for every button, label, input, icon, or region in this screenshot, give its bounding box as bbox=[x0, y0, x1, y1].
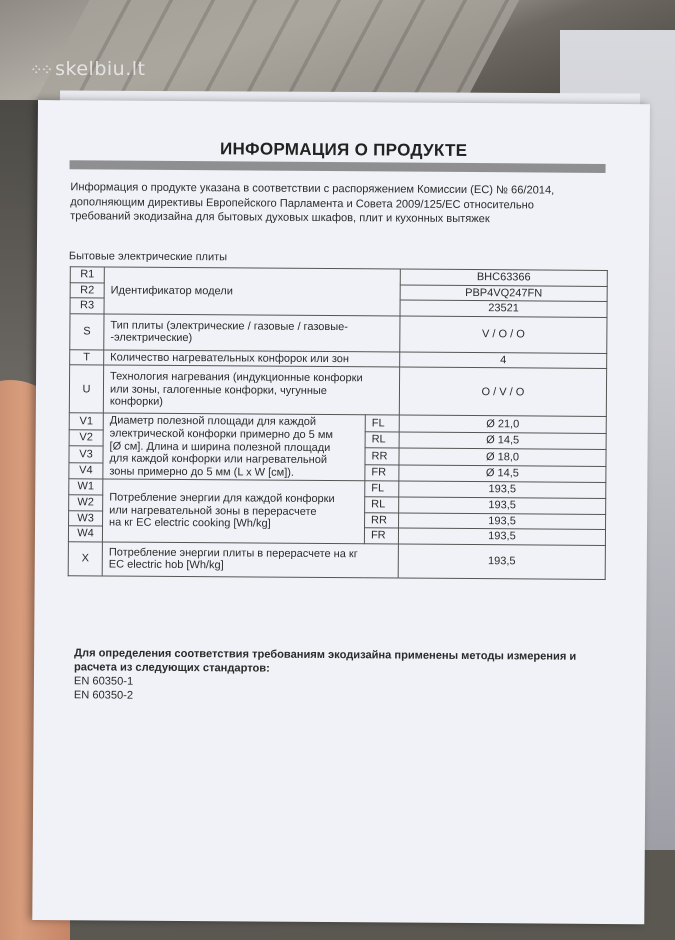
row-code: V1 bbox=[69, 413, 103, 430]
zone-position: RR bbox=[365, 512, 399, 528]
row-code: V4 bbox=[69, 463, 103, 480]
zone-position: FL bbox=[365, 481, 399, 497]
watermark-text: skelbiu.lt bbox=[55, 58, 146, 80]
row-value: Ø 14,5 bbox=[399, 465, 606, 483]
row-value: 193,5 bbox=[399, 513, 606, 530]
zone-position: RR bbox=[365, 448, 399, 465]
spec-table bbox=[68, 266, 608, 579]
standards-section bbox=[74, 646, 614, 706]
row-code: X bbox=[68, 541, 102, 575]
table-row bbox=[69, 479, 606, 498]
row-label: Технология нагревания (индукционные конфорки или зоны, галогенные конфорки, чугунные конфорки) bbox=[103, 365, 399, 415]
intro-line: Информация о продукте указана в соответствии с распоряжением Комиссии (ЕС) № 66/2014, bbox=[70, 181, 555, 197]
watermark-dots-icon: ⁘⁘ bbox=[30, 61, 52, 79]
table-row bbox=[68, 541, 605, 579]
table-row bbox=[69, 365, 606, 417]
standard-item: EN 60350-1 bbox=[73, 675, 134, 688]
row-code: T bbox=[70, 350, 104, 366]
zone-position: RL bbox=[365, 497, 399, 513]
row-code: W4 bbox=[68, 526, 102, 542]
product-info-sheet bbox=[32, 100, 650, 924]
zone-position: RL bbox=[365, 432, 399, 449]
row-value: Ø 14,5 bbox=[399, 432, 606, 450]
row-value: 193,5 bbox=[399, 497, 606, 514]
row-code: S bbox=[70, 314, 104, 350]
page-title: ИНФОРМАЦИЯ О ПРОДУКТЕ bbox=[219, 139, 468, 160]
row-value: BHC63366 bbox=[400, 269, 607, 286]
diameter-label: Диаметр полезной площади для каждой электрической конфорки примерно до 5 мм [Ø см]. Длина и ширина полезной площади для каждой конфорки или нагревательной зоны примерно до 5 мм (L x W [см]). bbox=[103, 413, 365, 481]
zone-position: FR bbox=[365, 465, 399, 482]
row-value: 193,5 bbox=[399, 481, 606, 498]
table-row bbox=[69, 413, 606, 433]
row-value: 193,5 bbox=[398, 544, 605, 579]
standards-heading: Для определения соответствия требованиям экодизайна применены методы измерения и расчета из следующих стандартов: bbox=[73, 647, 577, 675]
row-code: R2 bbox=[70, 282, 104, 298]
row-value: 193,5 bbox=[398, 528, 605, 545]
energy-zone-label: Потребление энергии для каждой конфорки или нагревательной зоны в перерасчете на кг EC electric cooking [Wh/kg] bbox=[102, 479, 364, 543]
watermark-logo bbox=[30, 58, 145, 80]
row-value: Ø 18,0 bbox=[399, 448, 606, 466]
row-label: Тип плиты (электрические / газовые / газовые- -электрические) bbox=[104, 314, 400, 352]
row-code: V2 bbox=[69, 430, 103, 447]
table-row bbox=[70, 314, 607, 354]
row-label: Потребление энергии плиты в перерасчете на кг EC electric hob [Wh/kg] bbox=[102, 542, 398, 578]
row-code: V3 bbox=[69, 446, 103, 463]
zone-position: FR bbox=[364, 528, 398, 544]
row-code: U bbox=[69, 365, 103, 413]
row-code: R3 bbox=[70, 298, 104, 314]
intro-text bbox=[70, 180, 610, 227]
row-label: Количество нагревательных конфорок или зон bbox=[104, 350, 400, 368]
row-value: PBP4VQ247FN bbox=[400, 285, 607, 302]
intro-line: требований экодизайна для бытовых духовых шкафов, плит и кухонных вытяжек bbox=[70, 210, 490, 226]
row-value: V / O / O bbox=[400, 316, 607, 353]
intro-line: дополняющим директивы Европейского Парламента и Совета 2009/125/ЕС относительно bbox=[70, 195, 534, 211]
section-label: Бытовые электрические плиты bbox=[68, 250, 228, 264]
row-value: Ø 21,0 bbox=[399, 415, 606, 433]
row-value: 4 bbox=[400, 352, 607, 369]
row-code: W1 bbox=[69, 479, 103, 495]
table-row bbox=[70, 267, 607, 286]
row-code: W3 bbox=[69, 510, 103, 526]
row-code: R1 bbox=[70, 267, 104, 283]
row-code: W2 bbox=[69, 495, 103, 511]
row-value: 23521 bbox=[400, 300, 607, 317]
zone-position: FL bbox=[365, 415, 399, 432]
title-rule bbox=[70, 160, 606, 173]
model-label: Идентификатор модели bbox=[104, 267, 400, 316]
row-value: O / V / O bbox=[399, 367, 606, 416]
standard-item: EN 60350-2 bbox=[73, 689, 134, 702]
